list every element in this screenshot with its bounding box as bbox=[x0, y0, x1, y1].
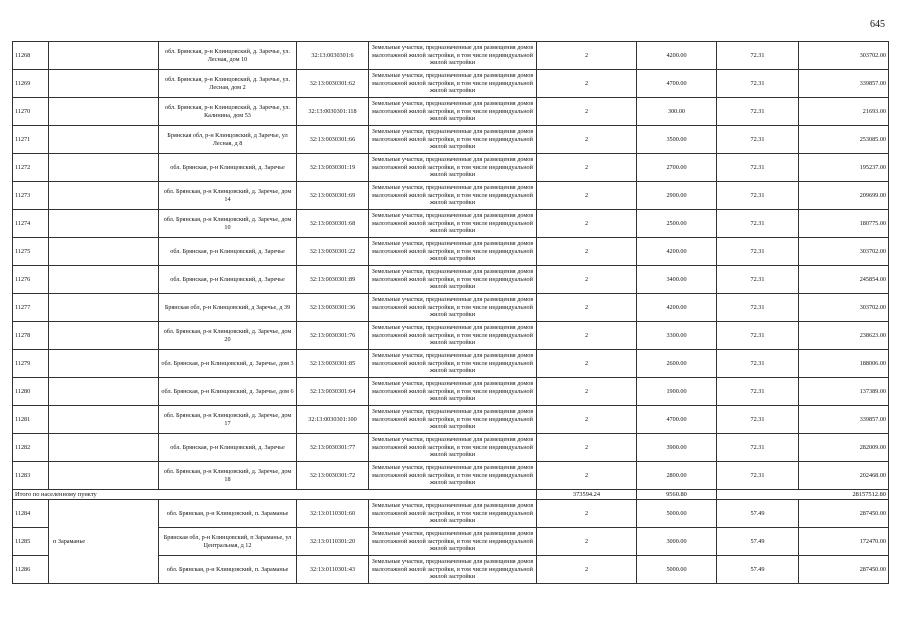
land-use-cell: Земельные участки, предназначенные для размещения домов малоэтажной жилой застройки, в том числе индивидуальной жилой застройки bbox=[369, 210, 537, 238]
rate-cell: 57.49 bbox=[717, 556, 799, 584]
table-row bbox=[13, 98, 889, 126]
locality-cell bbox=[49, 182, 159, 210]
row-id: 11279 bbox=[13, 350, 49, 378]
table-row bbox=[13, 434, 889, 462]
group-cell: 2 bbox=[537, 126, 637, 154]
address-cell: обл. Брянская, р-н Клинцовский, п. Зараманье bbox=[159, 500, 297, 528]
area-cell: 2500.00 bbox=[637, 210, 717, 238]
rate-cell: 72.31 bbox=[717, 406, 799, 434]
address-cell: Брянская обл, р-н Клинцовский, д Заречье, д 39 bbox=[159, 294, 297, 322]
address-cell: обл. Брянская, р-н Клинцовский, д. Заречье, ул. Лесная, дом 10 bbox=[159, 42, 297, 70]
locality-cell bbox=[49, 126, 159, 154]
table-row bbox=[13, 238, 889, 266]
area-cell: 5000.00 bbox=[637, 500, 717, 528]
address-cell: обл. Брянская, р-н Клинцовский, д. Заречье bbox=[159, 266, 297, 294]
group-cell: 2 bbox=[537, 42, 637, 70]
subtotal-rate: 9560.80 bbox=[637, 490, 717, 500]
locality-cell bbox=[49, 98, 159, 126]
table-row bbox=[13, 350, 889, 378]
area-cell: 2700.00 bbox=[637, 154, 717, 182]
row-id: 11286 bbox=[13, 556, 49, 584]
cadastral-number-cell: 32:13:0030301:64 bbox=[297, 378, 369, 406]
address-cell: Брянская обл, р-н Клинцовский, п Зараманье, ул Центральная, д 12 bbox=[159, 528, 297, 556]
cadastral-value-cell: 303702.00 bbox=[799, 42, 889, 70]
row-id: 11284 bbox=[13, 500, 49, 528]
row-id: 11278 bbox=[13, 322, 49, 350]
group-cell: 2 bbox=[537, 434, 637, 462]
address-cell: обл. Брянская, р-н Клинцовский, д. Заречье, дом 18 bbox=[159, 462, 297, 490]
table-row bbox=[13, 378, 889, 406]
row-id: 11275 bbox=[13, 238, 49, 266]
row-id: 11282 bbox=[13, 434, 49, 462]
land-use-cell: Земельные участки, предназначенные для размещения домов малоэтажной жилой застройки, в том числе индивидуальной жилой застройки bbox=[369, 406, 537, 434]
area-cell: 3500.00 bbox=[637, 126, 717, 154]
area-cell: 3000.00 bbox=[637, 528, 717, 556]
rate-cell: 72.31 bbox=[717, 238, 799, 266]
locality-cell bbox=[49, 266, 159, 294]
cadastral-value-cell: 21693.00 bbox=[799, 98, 889, 126]
locality-cell bbox=[49, 210, 159, 238]
area-cell: 4700.00 bbox=[637, 70, 717, 98]
locality-cell bbox=[49, 42, 159, 70]
rate-cell: 72.31 bbox=[717, 98, 799, 126]
address-cell: обл. Брянская, р-н Клинцовский, д. Заречье, ул. Калинина, дом 53 bbox=[159, 98, 297, 126]
rate-cell: 57.49 bbox=[717, 500, 799, 528]
area-cell: 4200.00 bbox=[637, 42, 717, 70]
cadastral-number-cell: 32:13:0030301:100 bbox=[297, 406, 369, 434]
group-cell: 2 bbox=[537, 322, 637, 350]
locality-cell bbox=[49, 70, 159, 98]
area-cell: 2900.00 bbox=[637, 182, 717, 210]
cadastral-value-cell: 245854.00 bbox=[799, 266, 889, 294]
area-cell: 4200.00 bbox=[637, 294, 717, 322]
land-use-cell: Земельные участки, предназначенные для размещения домов малоэтажной жилой застройки, в том числе индивидуальной жилой застройки bbox=[369, 322, 537, 350]
cadastral-value-cell: 287450.00 bbox=[799, 556, 889, 584]
land-use-cell: Земельные участки, предназначенные для размещения домов малоэтажной жилой застройки, в том числе индивидуальной жилой застройки bbox=[369, 154, 537, 182]
cadastral-value-cell: 209699.00 bbox=[799, 182, 889, 210]
land-use-cell: Земельные участки, предназначенные для размещения домов малоэтажной жилой застройки, в том числе индивидуальной жилой застройки bbox=[369, 462, 537, 490]
row-id: 11277 bbox=[13, 294, 49, 322]
table-row bbox=[13, 322, 889, 350]
cadastral-number-cell: 32:13:0030301:62 bbox=[297, 70, 369, 98]
row-id: 11268 bbox=[13, 42, 49, 70]
group-cell: 2 bbox=[537, 182, 637, 210]
group-cell: 2 bbox=[537, 98, 637, 126]
cadastral-value-cell: 287450.00 bbox=[799, 500, 889, 528]
table-row bbox=[13, 154, 889, 182]
cadastral-number-cell: 32:13:0030301:85 bbox=[297, 350, 369, 378]
row-id: 11283 bbox=[13, 462, 49, 490]
address-cell: обл. Брянская, р-н Клинцовский, д. Заречье, дом 20 bbox=[159, 322, 297, 350]
row-id: 11270 bbox=[13, 98, 49, 126]
cadastral-number-cell: 32:13:0030301:36 bbox=[297, 294, 369, 322]
subtotal-label: Итого по населенному пункту bbox=[13, 490, 537, 500]
address-cell: обл. Брянская, р-н Клинцовский, д. Заречье, дом 17 bbox=[159, 406, 297, 434]
row-id: 11269 bbox=[13, 70, 49, 98]
address-cell: обл. Брянская, р-н Клинцовский, д. Заречье bbox=[159, 154, 297, 182]
page-number: 645 bbox=[870, 19, 885, 30]
cadastral-value-cell: 238623.00 bbox=[799, 322, 889, 350]
land-use-cell: Земельные участки, предназначенные для размещения домов малоэтажной жилой застройки, в том числе индивидуальной жилой застройки bbox=[369, 500, 537, 528]
cadastral-value-cell: 137389.00 bbox=[799, 378, 889, 406]
rate-cell: 72.31 bbox=[717, 210, 799, 238]
table-row bbox=[13, 406, 889, 434]
table-row bbox=[13, 70, 889, 98]
locality-cell bbox=[49, 462, 159, 490]
table-row bbox=[13, 42, 889, 70]
rate-cell: 72.31 bbox=[717, 154, 799, 182]
table-row bbox=[13, 294, 889, 322]
locality-cell bbox=[49, 350, 159, 378]
table-body-zaramanye bbox=[13, 500, 889, 584]
land-use-cell: Земельные участки, предназначенные для размещения домов малоэтажной жилой застройки, в том числе индивидуальной жилой застройки bbox=[369, 350, 537, 378]
land-use-cell: Земельные участки, предназначенные для размещения домов малоэтажной жилой застройки, в том числе индивидуальной жилой застройки bbox=[369, 294, 537, 322]
row-id: 11281 bbox=[13, 406, 49, 434]
cadastral-number-cell: 32:13:0030301:66 bbox=[297, 126, 369, 154]
address-cell: обл. Брянская, р-н Клинцовский, п. Зараманье bbox=[159, 556, 297, 584]
subtotal-row bbox=[13, 490, 889, 500]
area-cell: 5000.00 bbox=[637, 556, 717, 584]
row-id: 11274 bbox=[13, 210, 49, 238]
group-cell: 2 bbox=[537, 210, 637, 238]
table-row bbox=[13, 126, 889, 154]
cadastral-value-cell: 339857.00 bbox=[799, 70, 889, 98]
area-cell: 4700.00 bbox=[637, 406, 717, 434]
land-use-cell: Земельные участки, предназначенные для размещения домов малоэтажной жилой застройки, в том числе индивидуальной жилой застройки bbox=[369, 70, 537, 98]
table-row bbox=[13, 182, 889, 210]
area-cell: 300.00 bbox=[637, 98, 717, 126]
row-id: 11272 bbox=[13, 154, 49, 182]
cadastral-value-cell: 172470.00 bbox=[799, 528, 889, 556]
cadastral-value-cell: 303702.00 bbox=[799, 294, 889, 322]
locality-cell bbox=[49, 378, 159, 406]
cadastral-number-cell: 32:13:0030301:76 bbox=[297, 322, 369, 350]
group-cell: 2 bbox=[537, 294, 637, 322]
land-use-cell: Земельные участки, предназначенные для размещения домов малоэтажной жилой застройки, в том числе индивидуальной жилой застройки bbox=[369, 182, 537, 210]
locality-name: п Зараманье bbox=[49, 500, 159, 584]
rate-cell: 72.31 bbox=[717, 434, 799, 462]
row-id: 11285 bbox=[13, 528, 49, 556]
group-cell: 2 bbox=[537, 154, 637, 182]
land-use-cell: Земельные участки, предназначенные для размещения домов малоэтажной жилой застройки, в том числе индивидуальной жилой застройки bbox=[369, 126, 537, 154]
address-cell: обл. Брянская, р-н Клинцовский, д. Заречье bbox=[159, 434, 297, 462]
cadastral-number-cell: 32:13:0030301:6 bbox=[297, 42, 369, 70]
area-cell: 2600.00 bbox=[637, 350, 717, 378]
row-id: 11276 bbox=[13, 266, 49, 294]
cadastral-value-cell: 202468.00 bbox=[799, 462, 889, 490]
address-cell: обл. Брянская, р-н Клинцовский, д. Заречье bbox=[159, 238, 297, 266]
cadastral-value-cell: 188006.00 bbox=[799, 350, 889, 378]
locality-cell bbox=[49, 322, 159, 350]
group-cell: 2 bbox=[537, 266, 637, 294]
area-cell: 3400.00 bbox=[637, 266, 717, 294]
land-use-cell: Земельные участки, предназначенные для размещения домов малоэтажной жилой застройки, в том числе индивидуальной жилой застройки bbox=[369, 434, 537, 462]
cadastral-number-cell: 32:13:0030301:19 bbox=[297, 154, 369, 182]
group-cell: 2 bbox=[537, 406, 637, 434]
group-cell: 2 bbox=[537, 350, 637, 378]
locality-cell bbox=[49, 154, 159, 182]
table-body-zarechye bbox=[13, 42, 889, 490]
land-use-cell: Земельные участки, предназначенные для размещения домов малоэтажной жилой застройки, в том числе индивидуальной жилой застройки bbox=[369, 42, 537, 70]
land-use-cell: Земельные участки, предназначенные для размещения домов малоэтажной жилой застройки, в том числе индивидуальной жилой застройки bbox=[369, 556, 537, 584]
land-use-cell: Земельные участки, предназначенные для размещения домов малоэтажной жилой застройки, в том числе индивидуальной жилой застройки bbox=[369, 238, 537, 266]
locality-cell bbox=[49, 238, 159, 266]
rate-cell: 57.49 bbox=[717, 528, 799, 556]
table-row bbox=[13, 210, 889, 238]
locality-cell bbox=[49, 294, 159, 322]
address-cell: обл. Брянская, р-н Клинцовский, д. Заречье, ул. Лесная, дом 2 bbox=[159, 70, 297, 98]
locality-cell bbox=[49, 434, 159, 462]
cadastral-value-cell: 282009.00 bbox=[799, 434, 889, 462]
group-cell: 2 bbox=[537, 528, 637, 556]
rate-cell: 72.31 bbox=[717, 294, 799, 322]
group-cell: 2 bbox=[537, 238, 637, 266]
rate-cell: 72.31 bbox=[717, 322, 799, 350]
cadastral-value-cell: 303702.00 bbox=[799, 238, 889, 266]
rate-cell: 72.31 bbox=[717, 350, 799, 378]
cadastral-value-table bbox=[12, 41, 889, 584]
cadastral-number-cell: 32:13:0030301:69 bbox=[297, 182, 369, 210]
group-cell: 2 bbox=[537, 556, 637, 584]
rate-cell: 72.31 bbox=[717, 126, 799, 154]
table-row bbox=[13, 266, 889, 294]
address-cell: Брянская обл, р-н Клинцовский, д Заречье, ул Лесная, д 8 bbox=[159, 126, 297, 154]
cadastral-value-cell: 180775.00 bbox=[799, 210, 889, 238]
cadastral-number-cell: 32:13:0030301:118 bbox=[297, 98, 369, 126]
group-cell: 2 bbox=[537, 70, 637, 98]
cadastral-number-cell: 32:13:0030301:89 bbox=[297, 266, 369, 294]
rate-cell: 72.31 bbox=[717, 182, 799, 210]
land-use-cell: Земельные участки, предназначенные для размещения домов малоэтажной жилой застройки, в том числе индивидуальной жилой застройки bbox=[369, 528, 537, 556]
address-cell: обл. Брянская, р-н Клинцовский, д. Заречье, дом 3 bbox=[159, 350, 297, 378]
rate-cell: 72.31 bbox=[717, 42, 799, 70]
cadastral-value-cell: 339857.00 bbox=[799, 406, 889, 434]
area-cell: 4200.00 bbox=[637, 238, 717, 266]
rate-cell: 72.31 bbox=[717, 462, 799, 490]
area-cell: 3900.00 bbox=[637, 434, 717, 462]
rate-cell: 72.31 bbox=[717, 70, 799, 98]
cadastral-number-cell: 32:13:0110301:20 bbox=[297, 528, 369, 556]
area-cell: 1900.00 bbox=[637, 378, 717, 406]
address-cell: обл. Брянская, р-н Клинцовский, д. Заречье, дом 10 bbox=[159, 210, 297, 238]
cadastral-number-cell: 32:13:0030301:22 bbox=[297, 238, 369, 266]
address-cell: обл. Брянская, р-н Клинцовский, д. Заречье, дом 14 bbox=[159, 182, 297, 210]
group-cell: 2 bbox=[537, 462, 637, 490]
rate-cell: 72.31 bbox=[717, 378, 799, 406]
row-id: 11280 bbox=[13, 378, 49, 406]
rate-cell: 72.31 bbox=[717, 266, 799, 294]
cadastral-value-cell: 195237.00 bbox=[799, 154, 889, 182]
cadastral-number-cell: 32:13:0030301:72 bbox=[297, 462, 369, 490]
table-row bbox=[13, 462, 889, 490]
area-cell: 2800.00 bbox=[637, 462, 717, 490]
land-use-cell: Земельные участки, предназначенные для размещения домов малоэтажной жилой застройки, в том числе индивидуальной жилой застройки bbox=[369, 378, 537, 406]
cadastral-number-cell: 32:13:0030301:68 bbox=[297, 210, 369, 238]
locality-cell bbox=[49, 406, 159, 434]
cadastral-value-cell: 253085.00 bbox=[799, 126, 889, 154]
row-id: 11273 bbox=[13, 182, 49, 210]
table-row bbox=[13, 500, 889, 528]
cadastral-number-cell: 32:13:0030301:77 bbox=[297, 434, 369, 462]
subtotal-area: 373594.24 bbox=[537, 490, 637, 500]
subtotal-value: 28157512.80 bbox=[717, 490, 889, 500]
row-id: 11271 bbox=[13, 126, 49, 154]
area-cell: 3300.00 bbox=[637, 322, 717, 350]
group-cell: 2 bbox=[537, 378, 637, 406]
subtotal-section bbox=[13, 490, 889, 500]
address-cell: обл. Брянская, р-н Клинцовский, д. Заречье, дом 6 bbox=[159, 378, 297, 406]
group-cell: 2 bbox=[537, 500, 637, 528]
cadastral-number-cell: 32:13:0110301:60 bbox=[297, 500, 369, 528]
land-use-cell: Земельные участки, предназначенные для размещения домов малоэтажной жилой застройки, в том числе индивидуальной жилой застройки bbox=[369, 266, 537, 294]
land-use-cell: Земельные участки, предназначенные для размещения домов малоэтажной жилой застройки, в том числе индивидуальной жилой застройки bbox=[369, 98, 537, 126]
cadastral-number-cell: 32:13:0110301:43 bbox=[297, 556, 369, 584]
